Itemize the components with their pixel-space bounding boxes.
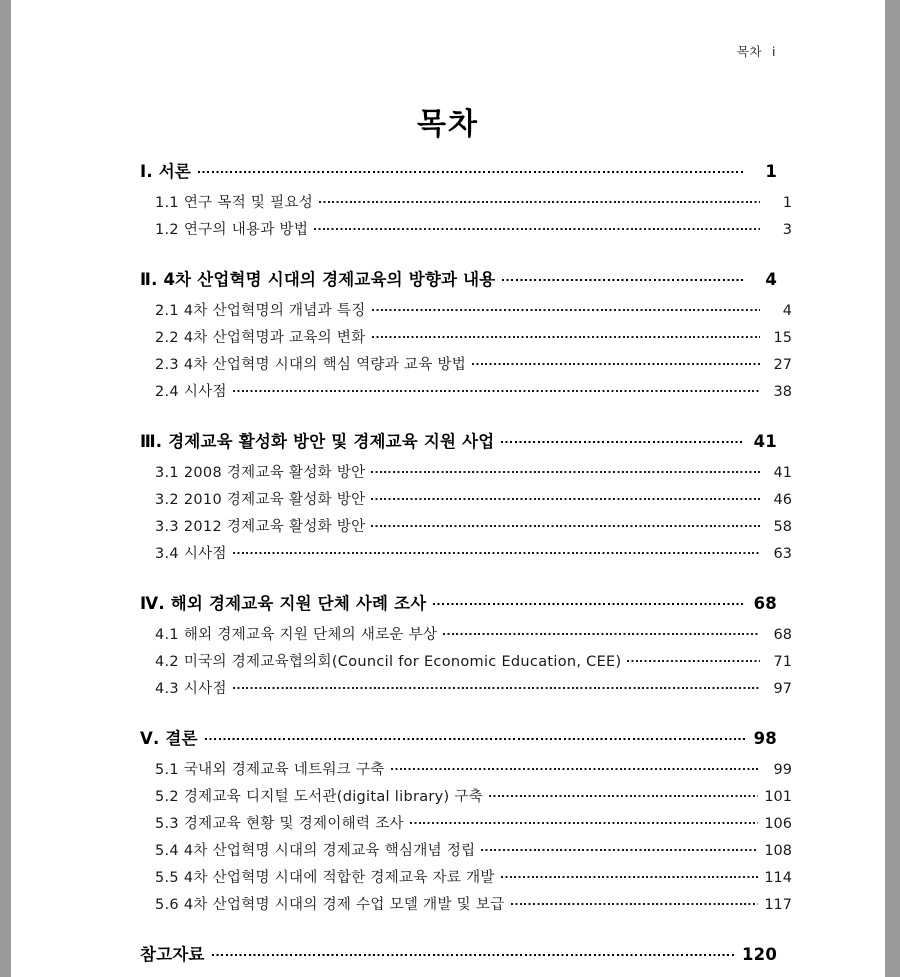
toc-chapter-row[interactable] (140, 725, 777, 749)
toc-entry-row[interactable] (155, 191, 792, 212)
toc-entry-label: 3.1 2008 경제교육 활성화 방안 (155, 465, 366, 481)
toc-entry-row[interactable] (155, 677, 792, 698)
toc-entry-label: 4.3 시사점 (155, 681, 227, 697)
dot-leader (627, 652, 760, 667)
toc-entry-page: 46 (773, 492, 792, 508)
toc-block (140, 590, 792, 698)
toc-entry-page: 41 (773, 465, 792, 481)
toc-entry-label: 3.3 2012 경제교육 활성화 방안 (155, 519, 366, 535)
toc-entry-page: 1 (782, 195, 792, 211)
toc-entry-label: 5.4 4차 산업혁명 시대의 경제교육 핵심개념 정립 (155, 843, 476, 859)
dot-leader (319, 193, 760, 208)
toc-chapter-row[interactable] (140, 590, 777, 614)
toc-entry-label: 5.6 4차 산업혁명 시대의 경제 수업 모델 개발 및 보급 (155, 897, 505, 913)
toc-chapter-label: Ⅲ. 경제교육 활성화 방안 및 경제교육 지원 사업 (140, 432, 495, 451)
dot-leader (410, 814, 759, 829)
toc-block (140, 266, 792, 401)
toc-entry-page: 106 (764, 816, 792, 832)
toc-entry-page: 58 (773, 519, 792, 535)
toc-entry-row[interactable] (155, 353, 792, 374)
toc-entry-row[interactable] (155, 839, 792, 860)
toc-entry-row[interactable] (155, 542, 792, 563)
toc-entry-page: 108 (764, 843, 792, 859)
toc-entry-label: 2.1 4차 산업혁명의 개념과 특징 (155, 303, 366, 319)
toc-chapter-page: 4 (765, 270, 777, 289)
dot-leader (198, 161, 745, 178)
dot-leader (212, 944, 736, 961)
toc-entry-label: 5.1 국내외 경제교육 네트워크 구축 (155, 762, 385, 778)
toc-chapter-label: Ⅴ. 결론 (140, 729, 198, 748)
toc-entry-label: 1.2 연구의 내용과 방법 (155, 222, 309, 238)
dot-leader (372, 328, 761, 343)
dot-leader (372, 301, 761, 316)
toc-chapter-page: 1 (765, 162, 777, 181)
dot-leader (501, 431, 745, 448)
running-head-text: 목차 (736, 44, 763, 59)
toc-entry-row[interactable] (155, 515, 792, 536)
toc-entry-row[interactable] (155, 893, 792, 914)
toc-entry-label: 3.2 2010 경제교육 활성화 방안 (155, 492, 366, 508)
toc-entry-row[interactable] (155, 488, 792, 509)
toc-chapter-row[interactable] (140, 158, 777, 182)
dot-leader (371, 490, 760, 505)
toc-chapter-page: 120 (741, 945, 777, 964)
toc-entry-label: 2.4 시사점 (155, 384, 227, 400)
dot-leader (233, 544, 760, 559)
toc-chapter-page: 41 (753, 432, 777, 451)
toc-entry-page: 27 (773, 357, 792, 373)
dot-leader (314, 220, 760, 235)
toc-entry-page: 3 (782, 222, 792, 238)
toc-block-references (140, 941, 777, 965)
toc-chapter-row[interactable] (140, 428, 777, 452)
dot-leader (233, 382, 760, 397)
toc-entry-row[interactable] (155, 650, 792, 671)
toc-entry-row[interactable] (155, 299, 792, 320)
document-page (11, 0, 885, 977)
running-head (737, 42, 776, 60)
dot-leader (489, 787, 758, 802)
toc-entry-page: 97 (773, 681, 792, 697)
toc-block (140, 725, 792, 914)
dot-leader (472, 355, 760, 370)
toc-entry-row[interactable] (155, 380, 792, 401)
toc-entry-page: 15 (773, 330, 792, 346)
toc-entry-page: 4 (782, 303, 792, 319)
toc-chapter-row[interactable] (140, 941, 777, 965)
toc-entry-label: 3.4 시사점 (155, 546, 227, 562)
dot-leader (205, 728, 745, 745)
dot-leader (443, 625, 760, 640)
toc-entry-label: 5.2 경제교육 디지털 도서관(digital library) 구축 (155, 789, 484, 805)
dot-leader (481, 841, 758, 856)
toc-entry-page: 68 (773, 627, 792, 643)
toc-chapter-page: 98 (753, 729, 777, 748)
toc-entry-page: 101 (764, 789, 792, 805)
toc-entry-label: 1.1 연구 목적 및 필요성 (155, 195, 314, 211)
toc-entry-page: 63 (773, 546, 792, 562)
toc-chapter-label: Ⅱ. 4차 산업혁명 시대의 경제교육의 방향과 내용 (140, 270, 496, 289)
toc-entry-label: 5.3 경제교육 현황 및 경제이해력 조사 (155, 816, 404, 832)
toc-chapter-label: 참고자료 (140, 945, 205, 964)
dot-leader (433, 593, 745, 610)
page-title: 목차 (417, 107, 479, 142)
dot-leader (391, 760, 760, 775)
toc-entry-label: 2.2 4차 산업혁명과 교육의 변화 (155, 330, 366, 346)
toc-chapter-row[interactable] (140, 266, 777, 290)
toc-entry-page: 114 (764, 870, 792, 886)
toc-entry-row[interactable] (155, 326, 792, 347)
toc-chapter-label: Ⅳ. 해외 경제교육 지원 단체 사례 조사 (140, 594, 427, 613)
toc-entry-row[interactable] (155, 758, 792, 779)
toc-entry-page: 71 (773, 654, 792, 670)
toc-entry-row[interactable] (155, 218, 792, 239)
toc-entry-row[interactable] (155, 461, 792, 482)
dot-leader (371, 463, 760, 478)
dot-leader (371, 517, 760, 532)
dot-leader (501, 868, 759, 883)
page-folio: i (772, 44, 776, 59)
toc-entry-row[interactable] (155, 785, 792, 806)
toc-entry-label: 2.3 4차 산업혁명 시대의 핵심 역량과 교육 방법 (155, 357, 467, 373)
toc-entry-label: 4.1 해외 경제교육 지원 단체의 새로운 부상 (155, 627, 438, 643)
table-of-contents (140, 158, 792, 965)
toc-entry-row[interactable] (155, 866, 792, 887)
toc-entry-label: 5.5 4차 산업혁명 시대에 적합한 경제교육 자료 개발 (155, 870, 495, 886)
toc-entry-row[interactable] (155, 623, 792, 644)
dot-leader (233, 679, 760, 694)
toc-chapter-label: Ⅰ. 서론 (140, 162, 192, 181)
dot-leader (511, 895, 759, 910)
toc-block (140, 428, 792, 563)
toc-entry-label: 4.2 미국의 경제교육협의회(Council for Economic Education, CEE) (155, 654, 622, 670)
toc-chapter-page: 68 (753, 594, 777, 613)
toc-entry-page: 117 (764, 897, 792, 913)
toc-block (140, 158, 792, 239)
toc-entry-page: 38 (773, 384, 792, 400)
toc-entry-page: 99 (773, 762, 792, 778)
dot-leader (502, 269, 745, 286)
toc-entry-row[interactable] (155, 812, 792, 833)
